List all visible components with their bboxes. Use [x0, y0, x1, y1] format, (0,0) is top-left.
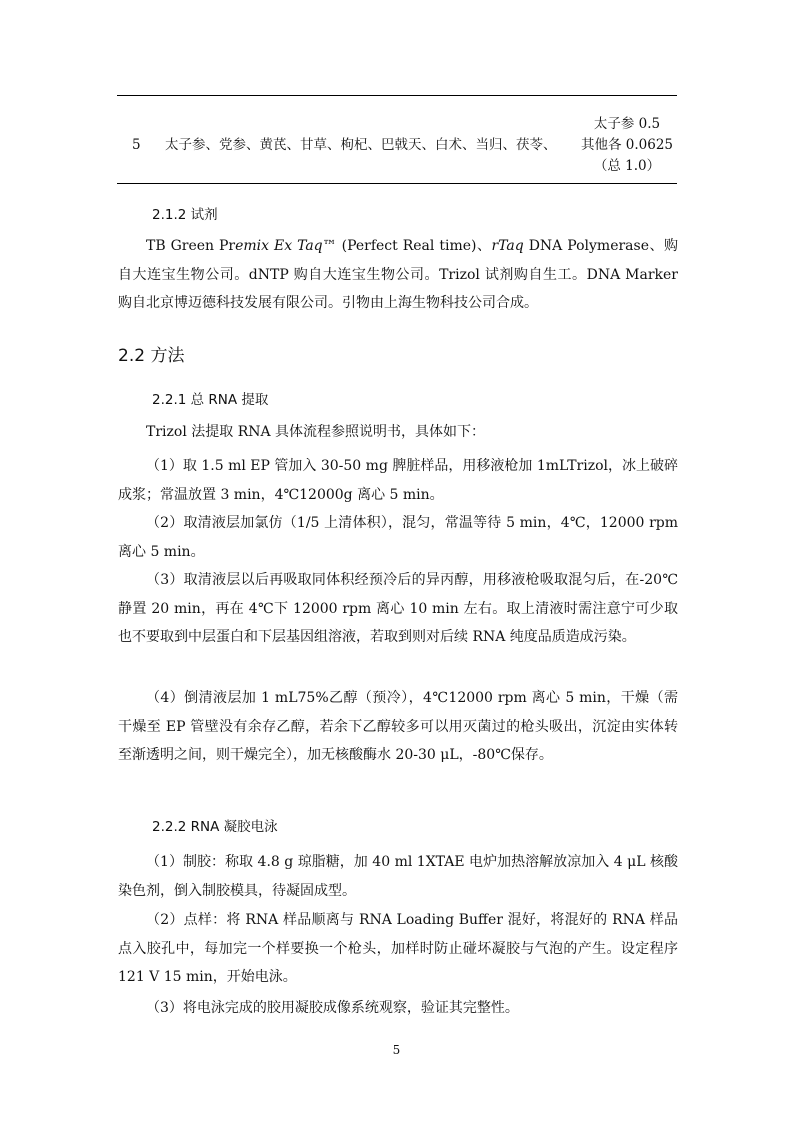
section-heading-2-2: 2.2 方法 — [118, 346, 185, 366]
table-cell-dosage — [579, 114, 675, 177]
section-heading-2-2-2: 2.2.2 RNA 凝胶电泳 — [152, 819, 278, 835]
rna-extraction-step-1: （1）取 1.5 ml EP 管加入 30-50 mg 脾脏样品，用移液枪加 1mLTrizol，冰上破碎成浆；常温放置 3 min，4℃12000g 离心 5 min。 — [118, 458, 678, 503]
gel-electrophoresis-step-3: （3）将电泳完成的胶用凝胶成像系统观察，验证其完整性。 — [146, 1000, 519, 1016]
reagent-text: ™ (Perfect Real time)、 — [322, 238, 492, 254]
table-cell-herbs: 太子参、党参、黄芪、甘草、枸杞、巴戟天、白术、当归、茯苓、 — [165, 137, 557, 153]
rna-extraction-step-2: （2）取清液层加氯仿（1/5 上清体积），混匀，常温等待 5 min，4℃，12000 rpm 离心 5 min。 — [118, 515, 678, 560]
reagent-text-italic: rTaq — [491, 238, 524, 254]
gel-electrophoresis-step-2: （2）点样：将 RNA 样品顺离与 RNA Loading Buffer 混好，将混好的 RNA 样品点入胶孔中，每加完一个样要换一个枪头，加样时防止碰坏凝胶与气泡的产生。设定程序 121 V 15 min，开始电泳。 — [118, 912, 678, 985]
dosage-line: 其他各 0.0625 — [580, 137, 674, 153]
page-number: 5 — [392, 1043, 401, 1057]
rna-extraction-step-3: （3）取清液层以后再吸取同体积经预冷后的异丙醇，用移液枪吸取混匀后，在-20℃静置 20 min，再在 4℃下 12000 rpm 离心 10 min 左右。取上清液时需注意宁可少取也不要取到中层蛋白和下层基因组溶液，若取到则对后续 RNA 纯度品质造成污染。 — [118, 572, 678, 645]
gel-electrophoresis-step-1: （1）制胶：称取 4.8 g 琼脂糖，加 40 ml 1XTAE 电炉加热溶解放凉加入 4 μL 核酸染色剂，倒入制胶模具，待凝固成型。 — [118, 854, 678, 899]
rna-extraction-step-4: （4）倒清液层加 1 mL75%乙醇（预冷），4℃12000 rpm 离心 5 min，干燥（需干燥至 EP 管壁没有余存乙醇，若余下乙醇较多可以用灭菌过的枪头吸出，沉淀由实体转至渐透明之间，则干燥完全），加无核酸酶水 20-30 μL，-80℃保存。 — [118, 690, 678, 763]
reagent-text: TB Green Pr — [146, 238, 236, 254]
reagents-paragraph — [118, 232, 678, 318]
reagent-text: DNA Polymerase、购自大连宝生物公司。dNTP 购自大连宝生物公司。Trizol 试剂购自生工。DNA Marker 购自北京博迈德科技发展有限公司。引物由上海生物科技公司合成。 — [118, 238, 678, 311]
section-heading-2-2-1: 2.2.1 总 RNA 提取 — [152, 392, 269, 408]
table-cell-number: 5 — [132, 137, 141, 153]
rna-extraction-intro: Trizol 法提取 RNA 具体流程参照说明书，具体如下： — [146, 424, 486, 440]
dosage-line: （总 1.0） — [593, 158, 661, 174]
table-top-rule — [117, 95, 677, 96]
reagent-text-italic: emix Ex Taq — [235, 238, 323, 254]
dosage-line: 太子参 0.5 — [593, 116, 661, 132]
table-row — [117, 104, 677, 180]
section-heading-2-1-2: 2.1.2 试剂 — [152, 207, 218, 223]
table-bottom-rule — [117, 183, 677, 184]
